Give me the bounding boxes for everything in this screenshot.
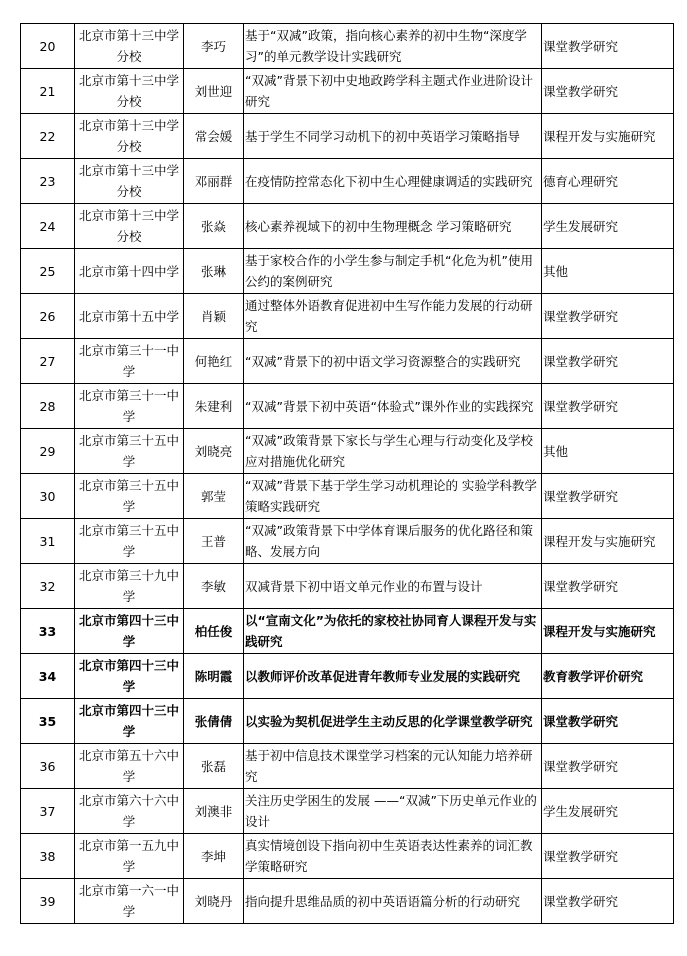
table-row <box>21 564 674 609</box>
school-cell: 北京市第一五九中学 <box>75 834 184 879</box>
row-number-cell: 30 <box>21 474 75 519</box>
row-number-cell: 20 <box>21 24 75 69</box>
project-title-cell: 在疫情防控常态化下初中生心理健康调适的实践研究 <box>244 159 542 204</box>
school-cell: 北京市第一六一中学 <box>75 879 184 924</box>
category-cell: 课堂教学研究 <box>542 24 674 69</box>
table-row <box>21 519 674 564</box>
school-cell: 北京市第十四中学 <box>75 249 184 294</box>
table-row <box>21 789 674 834</box>
row-number-cell: 36 <box>21 744 75 789</box>
project-title-cell: 以教师评价改革促进青年教师专业发展的实践研究 <box>244 654 542 699</box>
row-number-cell: 39 <box>21 879 75 924</box>
project-title-cell: 通过整体外语教育促进初中生写作能力发展的行动研究 <box>244 294 542 339</box>
row-number-cell: 24 <box>21 204 75 249</box>
row-number-cell: 38 <box>21 834 75 879</box>
category-cell: 课堂教学研究 <box>542 339 674 384</box>
row-number-cell: 25 <box>21 249 75 294</box>
school-cell: 北京市第十三中学分校 <box>75 204 184 249</box>
project-title-cell: 以“宣南文化”为依托的家校社协同育人课程开发与实践研究 <box>244 609 542 654</box>
project-title-cell: 基于初中信息技术课堂学习档案的元认知能力培养研究 <box>244 744 542 789</box>
row-number-cell: 32 <box>21 564 75 609</box>
category-cell: 其他 <box>542 249 674 294</box>
category-cell: 课堂教学研究 <box>542 879 674 924</box>
table-row <box>21 114 674 159</box>
project-title-cell: 核心素养视域下的初中生物理概念 学习策略研究 <box>244 204 542 249</box>
table-row <box>21 609 674 654</box>
project-title-cell: 基于学生不同学习动机下的初中英语学习策略指导 <box>244 114 542 159</box>
category-cell: 德育心理研究 <box>542 159 674 204</box>
row-number-cell: 34 <box>21 654 75 699</box>
table-row <box>21 249 674 294</box>
row-number-cell: 37 <box>21 789 75 834</box>
project-title-cell: “双减”背景下初中史地政跨学科主题式作业进阶设计研究 <box>244 69 542 114</box>
teacher-name-cell: 张焱 <box>184 204 244 249</box>
table-row <box>21 744 674 789</box>
row-number-cell: 35 <box>21 699 75 744</box>
teacher-name-cell: 肖颖 <box>184 294 244 339</box>
project-title-cell: 双减背景下初中语文单元作业的布置与设计 <box>244 564 542 609</box>
teacher-name-cell: 李敏 <box>184 564 244 609</box>
row-number-cell: 29 <box>21 429 75 474</box>
project-title-cell: “双减”政策背景下中学体育课后服务的优化路径和策略、发展方向 <box>244 519 542 564</box>
project-title-cell: “双减”背景下基于学生学习动机理论的 实验学科教学策略实践研究 <box>244 474 542 519</box>
school-cell: 北京市第三十一中学 <box>75 339 184 384</box>
research-project-table <box>20 23 674 924</box>
teacher-name-cell: 刘世迎 <box>184 69 244 114</box>
category-cell: 课程开发与实施研究 <box>542 609 674 654</box>
table-row <box>21 69 674 114</box>
teacher-name-cell: 王普 <box>184 519 244 564</box>
school-cell: 北京市第十五中学 <box>75 294 184 339</box>
school-cell: 北京市第四十三中学 <box>75 699 184 744</box>
row-number-cell: 28 <box>21 384 75 429</box>
table-row <box>21 654 674 699</box>
school-cell: 北京市第十三中学分校 <box>75 114 184 159</box>
school-cell: 北京市第六十六中学 <box>75 789 184 834</box>
category-cell: 课堂教学研究 <box>542 744 674 789</box>
teacher-name-cell: 刘澳非 <box>184 789 244 834</box>
row-number-cell: 27 <box>21 339 75 384</box>
school-cell: 北京市第十三中学分校 <box>75 159 184 204</box>
row-number-cell: 26 <box>21 294 75 339</box>
category-cell: 课堂教学研究 <box>542 834 674 879</box>
teacher-name-cell: 郭莹 <box>184 474 244 519</box>
project-title-cell: 以实验为契机促进学生主动反思的化学课堂教学研究 <box>244 699 542 744</box>
school-cell: 北京市第三十五中学 <box>75 519 184 564</box>
teacher-name-cell: 邓丽群 <box>184 159 244 204</box>
row-number-cell: 22 <box>21 114 75 159</box>
category-cell: 课堂教学研究 <box>542 564 674 609</box>
project-title-cell: 基于家校合作的小学生参与制定手机“化危为机”使用公约的案例研究 <box>244 249 542 294</box>
category-cell: 学生发展研究 <box>542 789 674 834</box>
project-title-cell: “双减”政策背景下家长与学生心理与行动变化及学校应对措施优化研究 <box>244 429 542 474</box>
school-cell: 北京市第五十六中学 <box>75 744 184 789</box>
table-row <box>21 24 674 69</box>
row-number-cell: 23 <box>21 159 75 204</box>
table-row <box>21 474 674 519</box>
category-cell: 学生发展研究 <box>542 204 674 249</box>
table-row <box>21 834 674 879</box>
teacher-name-cell: 张磊 <box>184 744 244 789</box>
project-title-cell: 指向提升思维品质的初中英语语篇分析的行动研究 <box>244 879 542 924</box>
school-cell: 北京市第十三中学分校 <box>75 69 184 114</box>
table-row <box>21 204 674 249</box>
category-cell: 课程开发与实施研究 <box>542 114 674 159</box>
project-title-cell: “双减”背景下的初中语文学习资源整合的实践研究 <box>244 339 542 384</box>
teacher-name-cell: 张倩倩 <box>184 699 244 744</box>
project-title-cell: 基于“双减”政策，指向核心素养的初中生物“深度学习”的单元教学设计实践研究 <box>244 24 542 69</box>
table-row <box>21 159 674 204</box>
table-row <box>21 384 674 429</box>
category-cell: 课堂教学研究 <box>542 294 674 339</box>
category-cell: 课堂教学研究 <box>542 699 674 744</box>
teacher-name-cell: 刘晓丹 <box>184 879 244 924</box>
school-cell: 北京市第四十三中学 <box>75 654 184 699</box>
project-title-cell: 真实情境创设下指向初中生英语表达性素养的词汇教学策略研究 <box>244 834 542 879</box>
row-number-cell: 33 <box>21 609 75 654</box>
school-cell: 北京市第三十五中学 <box>75 474 184 519</box>
teacher-name-cell: 李坤 <box>184 834 244 879</box>
teacher-name-cell: 朱建利 <box>184 384 244 429</box>
category-cell: 课堂教学研究 <box>542 69 674 114</box>
category-cell: 课堂教学研究 <box>542 474 674 519</box>
school-cell: 北京市第三十一中学 <box>75 384 184 429</box>
table-row <box>21 699 674 744</box>
category-cell: 教育教学评价研究 <box>542 654 674 699</box>
teacher-name-cell: 李巧 <box>184 24 244 69</box>
table-row <box>21 339 674 384</box>
table-body <box>21 24 674 924</box>
teacher-name-cell: 柏任俊 <box>184 609 244 654</box>
school-cell: 北京市第三十五中学 <box>75 429 184 474</box>
category-cell: 课程开发与实施研究 <box>542 519 674 564</box>
teacher-name-cell: 何艳红 <box>184 339 244 384</box>
row-number-cell: 21 <box>21 69 75 114</box>
table-row <box>21 879 674 924</box>
school-cell: 北京市第三十九中学 <box>75 564 184 609</box>
teacher-name-cell: 刘晓亮 <box>184 429 244 474</box>
teacher-name-cell: 常会媛 <box>184 114 244 159</box>
school-cell: 北京市第四十三中学 <box>75 609 184 654</box>
table-row <box>21 294 674 339</box>
category-cell: 课堂教学研究 <box>542 384 674 429</box>
category-cell: 其他 <box>542 429 674 474</box>
project-title-cell: 关注历史学困生的发展 ——“双减”下历史单元作业的设计 <box>244 789 542 834</box>
row-number-cell: 31 <box>21 519 75 564</box>
teacher-name-cell: 陈明霞 <box>184 654 244 699</box>
project-title-cell: “双减”背景下初中英语“体验式”课外作业的实践探究 <box>244 384 542 429</box>
school-cell: 北京市第十三中学分校 <box>75 24 184 69</box>
teacher-name-cell: 张琳 <box>184 249 244 294</box>
table-row <box>21 429 674 474</box>
